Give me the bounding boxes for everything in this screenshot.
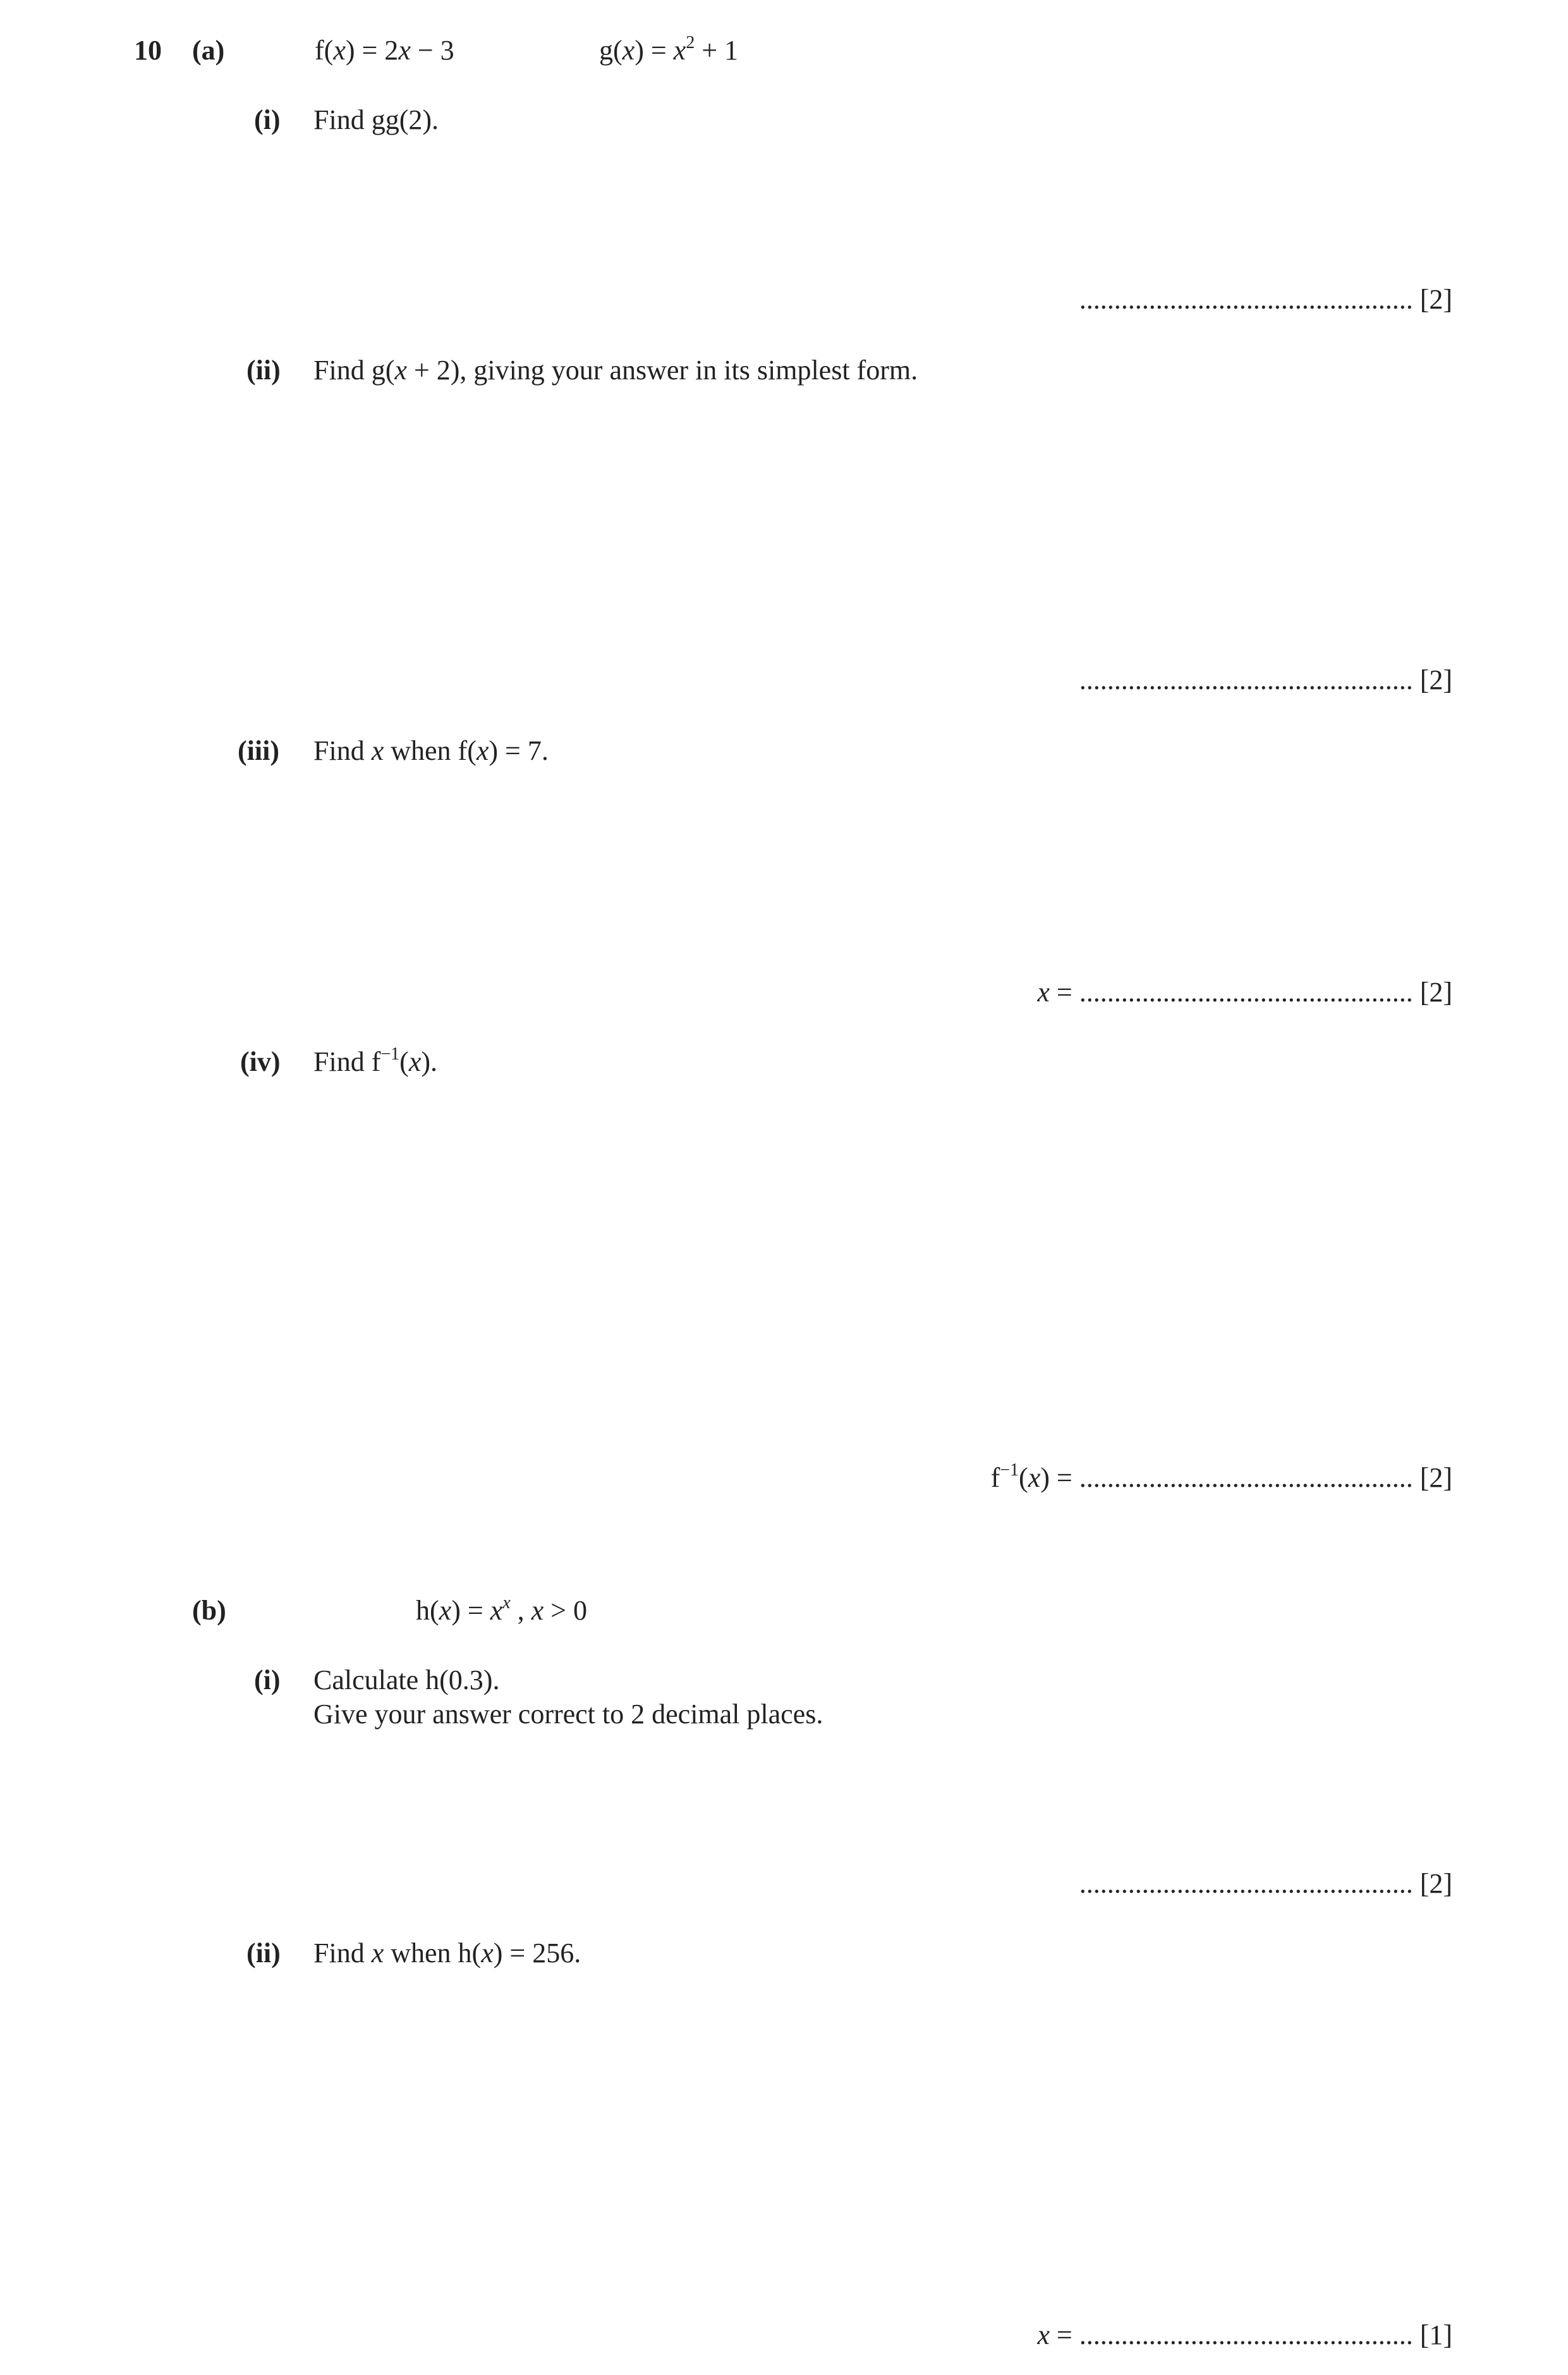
answer-dots: ................................................ [1079,977,1413,1008]
f-def-var: x [333,35,346,66]
subpart-a-iv-label: (iv) [240,1046,281,1077]
text-part: Find f [313,1046,381,1077]
marks-label: [2] [1419,664,1452,695]
subpart-a-ii-label: (ii) [246,355,281,386]
marks-label: [2] [1419,1462,1452,1493]
text-part: when f( [384,735,477,766]
text-var: x [481,1938,494,1969]
text-part: + 2), giving your answer in its simplest form. [406,355,918,386]
answer-line-b-ii[interactable] [1037,2321,1452,2349]
h-def-exponent: x [502,1593,511,1613]
text-part: Find [313,1938,372,1969]
text-part: Find [313,735,372,766]
text-var: x [408,1046,422,1077]
subpart-a-iii-text [313,737,549,765]
g-def-var: x [622,35,635,66]
subpart-a-iii-label: (iii) [238,735,279,766]
g-def-var2: x [673,35,686,66]
answer-prefix: ( [1019,1462,1028,1493]
f-def-var2: x [398,35,411,66]
f-def-lhs: f( [315,35,334,66]
h-def-sep: , [510,1595,532,1626]
answer-line-a-iii[interactable] [1037,979,1452,1006]
text-part: ) = 7. [489,735,549,766]
text-var: x [394,355,407,386]
subpart-b-ii-text [313,1939,581,1967]
subpart-b-i-line1: Calculate h(0.3). [313,1664,500,1695]
g-def-lhs: g( [599,35,623,66]
text-var: x [371,1938,384,1969]
answer-dots: ................................................ [1079,664,1413,695]
h-def-var2: x [490,1595,503,1626]
marks-label: [2] [1419,977,1452,1008]
subpart-a-i-label: (i) [254,104,281,135]
h-def-var3: x [531,1595,544,1626]
text-part: ) = 256. [493,1938,581,1969]
h-def-mid: ) = [451,1595,490,1626]
subpart-a-i-text: Find gg(2). [313,104,439,135]
text-part: ). [421,1046,437,1077]
question-number: 10 [134,35,162,66]
text-part: Find g( [313,355,395,386]
answer-prefix: = [1049,2319,1079,2350]
marks-label: [2] [1419,284,1452,315]
answer-dots: ................................................ [1079,2319,1413,2350]
marks-label: [2] [1419,1868,1452,1899]
h-def-var: x [439,1595,452,1626]
subpart-a-iv-text [313,1044,437,1077]
g-definition [599,33,739,66]
answer-prefix-var: x [1037,977,1050,1008]
g-def-rhs: + 1 [695,35,739,66]
g-def-mid: ) = [635,35,674,66]
h-definition [416,1593,587,1626]
part-a-label: (a) [192,35,225,66]
f-def-mid: ) = 2 [345,35,399,66]
answer-line-a-i[interactable] [1079,286,1452,314]
text-var: x [476,735,489,766]
answer-dots: ................................................ [1079,284,1413,315]
answer-prefix-var: x [1037,2319,1050,2350]
subpart-a-ii-text [313,357,918,384]
text-part: ( [399,1046,409,1077]
answer-dots: ................................................ [1079,1462,1413,1493]
f-def-rhs: − 3 [410,35,454,66]
part-b-label: (b) [192,1595,226,1626]
h-def-lhs: h( [416,1595,439,1626]
subpart-b-i-label: (i) [254,1664,281,1695]
answer-prefix: = [1049,977,1079,1008]
answer-prefix: f [990,1462,1000,1493]
answer-line-b-i[interactable] [1079,1870,1452,1898]
answer-line-a-ii[interactable] [1079,666,1452,694]
answer-exponent: −1 [1000,1460,1019,1480]
subpart-b-i-line2: Give your answer correct to 2 decimal places. [313,1699,824,1730]
subpart-b-ii-label: (ii) [246,1938,281,1969]
f-definition [315,37,454,64]
answer-line-a-iv[interactable] [990,1460,1452,1493]
h-def-rhs: > 0 [544,1595,587,1626]
text-exponent: −1 [380,1044,400,1064]
text-part: when h( [384,1938,482,1969]
answer-prefix: ) = [1040,1462,1079,1493]
marks-label: [1] [1419,2319,1452,2350]
answer-dots: ................................................ [1079,1868,1413,1899]
text-var: x [371,735,384,766]
answer-var: x [1028,1462,1041,1493]
g-def-exponent: 2 [686,33,695,52]
